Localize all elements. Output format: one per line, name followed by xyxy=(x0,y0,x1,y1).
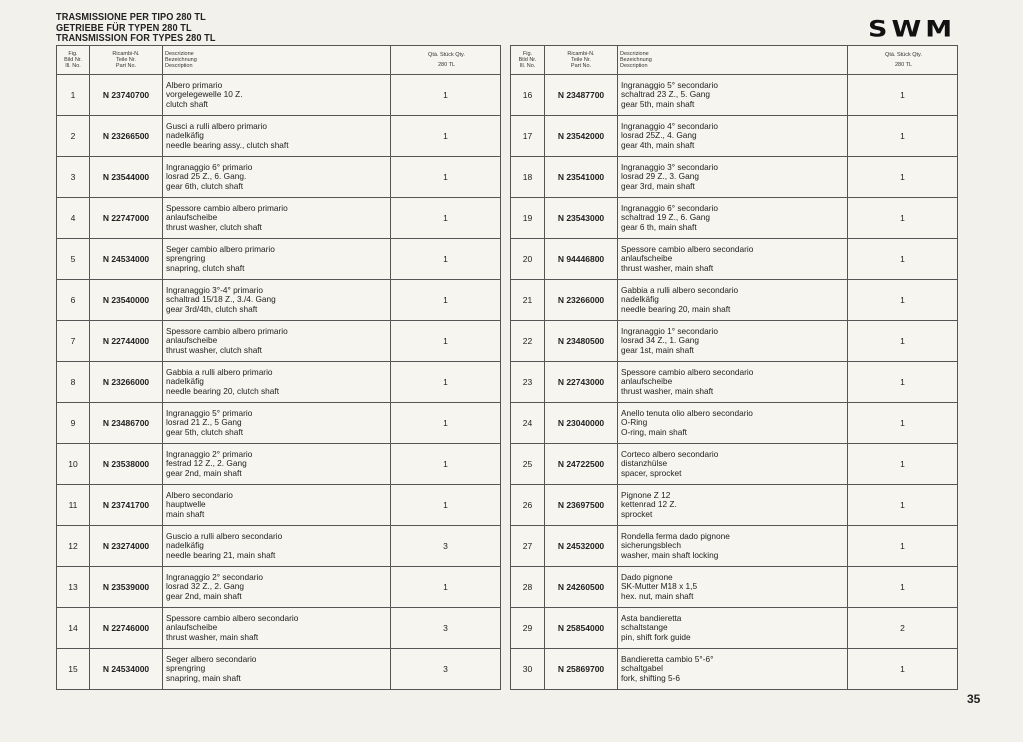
description-line: nadelkäfig xyxy=(166,540,204,551)
fig-number: 7 xyxy=(57,321,90,362)
quantity: 1 xyxy=(848,567,958,608)
part-number: N 24532000 xyxy=(545,526,618,567)
description-line: needle bearing 20, clutch shaft xyxy=(166,385,280,396)
fig-number: 5 xyxy=(57,239,90,280)
table-row xyxy=(511,321,958,362)
fig-number: 27 xyxy=(511,526,545,567)
part-number: N 23266000 xyxy=(90,362,163,403)
description-line: Corteco albero secondario xyxy=(621,448,719,459)
description-line: hex. nut, main shaft xyxy=(621,590,694,601)
description-line: sprocket xyxy=(621,508,653,519)
table-row xyxy=(511,403,958,444)
fig-number: 8 xyxy=(57,362,90,403)
description-line: kettenrad 12 Z. xyxy=(621,499,677,510)
description-line: Ingranaggio 5° primario xyxy=(166,407,253,418)
description-line: schaltrad 23 Z., 5. Gang xyxy=(621,89,711,100)
quantity: 1 xyxy=(848,239,958,280)
description-line: hauptwelle xyxy=(166,499,206,510)
quantity: 1 xyxy=(391,444,501,485)
description-line: O-ring, main shaft xyxy=(621,426,687,437)
table-header-row xyxy=(57,46,501,75)
quantity: 3 xyxy=(391,608,501,649)
description-line: Spessore cambio albero primario xyxy=(166,325,288,336)
part-description xyxy=(618,362,848,403)
table-row xyxy=(57,321,501,362)
table-row xyxy=(511,649,958,690)
quantity: 1 xyxy=(848,403,958,444)
description-line: losrad 21 Z., 5 Gang xyxy=(166,417,242,428)
part-description xyxy=(163,567,391,608)
part-number: N 23541000 xyxy=(545,157,618,198)
fig-number: 28 xyxy=(511,567,545,608)
description-line: schaltrad 15/18 Z., 3./4. Gang xyxy=(166,294,276,305)
description-line: anlaufscheibe xyxy=(166,335,218,346)
description-line: Seger cambio albero primario xyxy=(166,243,275,254)
fig-number: 12 xyxy=(57,526,90,567)
quantity: 1 xyxy=(848,649,958,690)
description-line: Ingranaggio 6° primario xyxy=(166,161,253,172)
part-description xyxy=(618,157,848,198)
part-number: N 23542000 xyxy=(545,116,618,157)
part-description xyxy=(163,362,391,403)
description-line: pin, shift fork guide xyxy=(621,631,691,642)
description-line: schaltgabel xyxy=(621,663,663,674)
description-line: gear 5th, clutch shaft xyxy=(166,426,244,437)
description-line: thrust washer, main shaft xyxy=(621,262,714,273)
table-row xyxy=(57,485,501,526)
description-line: losrad 25Z., 4. Gang xyxy=(621,130,697,141)
description-line: Ingranaggio 2° secondario xyxy=(166,571,263,582)
header-part-number: Ricambi-N. Teile Nr. Part No. xyxy=(545,46,618,75)
table-row xyxy=(57,649,501,690)
description-line: fork, shifting 5-6 xyxy=(621,672,681,683)
part-number: N 23274000 xyxy=(90,526,163,567)
table-row xyxy=(511,608,958,649)
part-description xyxy=(618,116,848,157)
quantity: 2 xyxy=(848,608,958,649)
part-description xyxy=(163,198,391,239)
header-quantity: Qtà. Stück Qty. 280 TL xyxy=(391,46,501,75)
part-number: N 23480500 xyxy=(545,321,618,362)
part-number: N 23266500 xyxy=(90,116,163,157)
description-line: anlaufscheibe xyxy=(621,253,673,264)
part-number: N 23040000 xyxy=(545,403,618,444)
part-description xyxy=(618,239,848,280)
table-row xyxy=(57,526,501,567)
description-line: Albero secondario xyxy=(166,489,233,500)
fig-number: 21 xyxy=(511,280,545,321)
description-line: vorgelegewelle 10 Z. xyxy=(166,89,243,100)
quantity: 1 xyxy=(391,567,501,608)
description-line: Gabbia a rulli albero primario xyxy=(166,366,273,377)
part-description xyxy=(618,567,848,608)
quantity: 1 xyxy=(391,362,501,403)
description-line: Ingranaggio 3°-4° primario xyxy=(166,284,264,295)
description-line: losrad 29 Z., 3. Gang xyxy=(621,171,699,182)
description-line: sprengring xyxy=(166,663,206,674)
description-line: Spessore cambio albero secondario xyxy=(621,243,754,254)
fig-number: 24 xyxy=(511,403,545,444)
quantity: 1 xyxy=(848,157,958,198)
description-line: gear 4th, main shaft xyxy=(621,139,695,150)
table-row xyxy=(57,116,501,157)
part-number: N 24534000 xyxy=(90,649,163,690)
description-line: gear 3rd/4th, clutch shaft xyxy=(166,303,258,314)
part-number: N 23741700 xyxy=(90,485,163,526)
description-line: gear 6 th, main shaft xyxy=(621,221,697,232)
description-line: Gabbia a rulli albero secondario xyxy=(621,284,739,295)
quantity: 1 xyxy=(391,75,501,116)
part-description xyxy=(618,649,848,690)
description-line: Seger albero secondario xyxy=(166,653,257,664)
quantity: 1 xyxy=(391,403,501,444)
quantity: 1 xyxy=(391,239,501,280)
part-number: N 23697500 xyxy=(545,485,618,526)
part-description xyxy=(163,485,391,526)
fig-number: 14 xyxy=(57,608,90,649)
fig-number: 16 xyxy=(511,75,545,116)
description-line: Guscio a rulli albero secondario xyxy=(166,530,283,541)
description-line: Dado pignone xyxy=(621,571,673,582)
description-line: thrust washer, clutch shaft xyxy=(166,344,262,355)
quantity: 1 xyxy=(391,116,501,157)
description-line: thrust washer, main shaft xyxy=(621,385,714,396)
description-line: gear 5th, main shaft xyxy=(621,98,695,109)
quantity: 1 xyxy=(848,526,958,567)
title-english: TRANSMISSION FOR TYPES 280 TL xyxy=(56,33,216,44)
description-line: needle bearing 21, main shaft xyxy=(166,549,276,560)
description-line: Ingranaggio 2° primario xyxy=(166,448,253,459)
part-number: N 24260500 xyxy=(545,567,618,608)
quantity: 1 xyxy=(391,280,501,321)
description-line: O-Ring xyxy=(621,417,648,428)
quantity: 1 xyxy=(848,116,958,157)
table-row xyxy=(511,198,958,239)
part-description xyxy=(163,239,391,280)
part-number: N 25854000 xyxy=(545,608,618,649)
table-row xyxy=(57,157,501,198)
part-description xyxy=(618,444,848,485)
quantity: 1 xyxy=(848,485,958,526)
description-line: losrad 25 Z., 6. Gang. xyxy=(166,171,247,182)
description-line: spacer, sprocket xyxy=(621,467,682,478)
table-row xyxy=(57,239,501,280)
fig-number: 26 xyxy=(511,485,545,526)
description-line: Spessore cambio albero primario xyxy=(166,202,288,213)
fig-number: 22 xyxy=(511,321,545,362)
header-part-number: Ricambi-N. Teile Nr. Part No. xyxy=(90,46,163,75)
description-line: Ingranaggio 5° secondario xyxy=(621,79,718,90)
quantity: 3 xyxy=(391,526,501,567)
part-description xyxy=(618,526,848,567)
table-row xyxy=(511,567,958,608)
description-line: distanzhülse xyxy=(621,458,668,469)
quantity: 1 xyxy=(848,280,958,321)
part-description xyxy=(618,198,848,239)
description-line: Ingranaggio 3° secondario xyxy=(621,161,718,172)
description-line: needle bearing 20, main shaft xyxy=(621,303,731,314)
description-line: washer, main shaft locking xyxy=(621,549,719,560)
part-description xyxy=(163,526,391,567)
fig-number: 3 xyxy=(57,157,90,198)
quantity: 1 xyxy=(391,321,501,362)
fig-number: 23 xyxy=(511,362,545,403)
table-row xyxy=(57,444,501,485)
part-number: N 23538000 xyxy=(90,444,163,485)
description-line: Anello tenuta olio albero secondario xyxy=(621,407,753,418)
description-line: anlaufscheibe xyxy=(166,212,218,223)
quantity: 1 xyxy=(848,198,958,239)
part-description xyxy=(163,75,391,116)
fig-number: 15 xyxy=(57,649,90,690)
table-row xyxy=(511,444,958,485)
part-number: N 22743000 xyxy=(545,362,618,403)
table-row xyxy=(511,75,958,116)
fig-number: 29 xyxy=(511,608,545,649)
part-number: N 24722500 xyxy=(545,444,618,485)
description-line: needle bearing assy., clutch shaft xyxy=(166,139,289,150)
description-line: gear 2nd, main shaft xyxy=(166,590,242,601)
quantity: 1 xyxy=(391,157,501,198)
description-line: Asta bandieretta xyxy=(621,612,682,623)
part-number: N 23539000 xyxy=(90,567,163,608)
table-row xyxy=(511,280,958,321)
description-line: Albero primario xyxy=(166,79,223,90)
title-german: GETRIEBE FÜR TYPEN 280 TL xyxy=(56,22,192,34)
description-line: losrad 34 Z., 1. Gang xyxy=(621,335,699,346)
header-description: Descrizione Bezeichnung Description xyxy=(618,46,848,75)
description-line: snapring, clutch shaft xyxy=(166,262,245,273)
description-line: gear 6th, clutch shaft xyxy=(166,180,244,191)
part-description xyxy=(618,485,848,526)
description-line: gear 1st, main shaft xyxy=(621,344,694,355)
description-line: snapring, main shaft xyxy=(166,672,241,683)
description-line: nadelkäfig xyxy=(621,294,659,305)
description-line: Bandieretta cambio 5°-6° xyxy=(621,653,714,664)
description-line: Pignone Z 12 xyxy=(621,489,671,500)
description-line: Spessore cambio albero secondario xyxy=(166,612,299,623)
description-line: losrad 32 Z., 2. Gang xyxy=(166,581,244,592)
table-row xyxy=(57,75,501,116)
description-line: schaltstange xyxy=(621,622,668,633)
part-number: N 23740700 xyxy=(90,75,163,116)
quantity: 1 xyxy=(848,321,958,362)
table-row xyxy=(511,362,958,403)
table-row xyxy=(511,116,958,157)
table-row xyxy=(57,403,501,444)
parts-table-left xyxy=(56,45,501,690)
quantity: 1 xyxy=(848,362,958,403)
description-line: clutch shaft xyxy=(166,98,208,109)
part-number: N 23544000 xyxy=(90,157,163,198)
description-line: nadelkäfig xyxy=(166,376,204,387)
page-number: 35 xyxy=(967,692,981,706)
description-line: gear 2nd, main shaft xyxy=(166,467,242,478)
quantity: 1 xyxy=(848,75,958,116)
header-fig: Fig. Bild Nr. Ill. No. xyxy=(57,46,90,75)
document-title xyxy=(56,13,216,45)
part-number: N 23266000 xyxy=(545,280,618,321)
header-quantity: Qtà. Stück Qty. 280 TL xyxy=(848,46,958,75)
table-row xyxy=(57,567,501,608)
fig-number: 9 xyxy=(57,403,90,444)
part-description xyxy=(618,403,848,444)
description-line: SK-Mutter M18 x 1,5 xyxy=(621,581,698,592)
description-line: anlaufscheibe xyxy=(166,622,218,633)
table-row xyxy=(511,157,958,198)
part-description xyxy=(163,157,391,198)
part-description xyxy=(618,321,848,362)
table-row xyxy=(57,198,501,239)
fig-number: 11 xyxy=(57,485,90,526)
quantity: 1 xyxy=(391,485,501,526)
part-description xyxy=(163,280,391,321)
description-line: thrust washer, clutch shaft xyxy=(166,221,262,232)
description-line: Spessore cambio albero secondario xyxy=(621,366,754,377)
part-number: N 23540000 xyxy=(90,280,163,321)
description-line: Gusci a rulli albero primario xyxy=(166,120,267,131)
part-number: N 23487700 xyxy=(545,75,618,116)
table-row xyxy=(57,362,501,403)
fig-number: 25 xyxy=(511,444,545,485)
part-number: N 23486700 xyxy=(90,403,163,444)
description-line: festrad 12 Z., 2. Gang xyxy=(166,458,247,469)
part-description xyxy=(618,280,848,321)
description-line: schaltrad 19 Z., 6. Gang xyxy=(621,212,711,223)
part-description xyxy=(163,116,391,157)
fig-number: 1 xyxy=(57,75,90,116)
table-row xyxy=(57,608,501,649)
part-description xyxy=(163,444,391,485)
description-line: thrust washer, main shaft xyxy=(166,631,259,642)
part-number: N 94446800 xyxy=(545,239,618,280)
brand-logo: SWM xyxy=(868,17,957,43)
header-fig: Fig. Bild Nr. Ill. No. xyxy=(511,46,545,75)
fig-number: 17 xyxy=(511,116,545,157)
table-row xyxy=(57,280,501,321)
part-number: N 24534000 xyxy=(90,239,163,280)
fig-number: 18 xyxy=(511,157,545,198)
description-line: nadelkäfig xyxy=(166,130,204,141)
part-number: N 22744000 xyxy=(90,321,163,362)
table-header-row xyxy=(511,46,958,75)
quantity: 1 xyxy=(391,198,501,239)
part-description xyxy=(163,649,391,690)
fig-number: 10 xyxy=(57,444,90,485)
description-line: Ingranaggio 6° secondario xyxy=(621,202,718,213)
description-line: anlaufscheibe xyxy=(621,376,673,387)
fig-number: 30 xyxy=(511,649,545,690)
description-line: main shaft xyxy=(166,508,205,519)
part-number: N 25869700 xyxy=(545,649,618,690)
part-description xyxy=(618,75,848,116)
fig-number: 20 xyxy=(511,239,545,280)
description-line: gear 3rd, main shaft xyxy=(621,180,695,191)
part-number: N 23543000 xyxy=(545,198,618,239)
part-description xyxy=(618,608,848,649)
part-number: N 22746000 xyxy=(90,608,163,649)
parts-table-right xyxy=(510,45,958,690)
fig-number: 19 xyxy=(511,198,545,239)
fig-number: 4 xyxy=(57,198,90,239)
fig-number: 2 xyxy=(57,116,90,157)
description-line: Ingranaggio 1° secondario xyxy=(621,325,718,336)
quantity: 1 xyxy=(848,444,958,485)
part-description xyxy=(163,403,391,444)
description-line: sprengring xyxy=(166,253,206,264)
part-description xyxy=(163,608,391,649)
description-line: sicherungsblech xyxy=(621,540,681,551)
table-row xyxy=(511,239,958,280)
part-number: N 22747000 xyxy=(90,198,163,239)
fig-number: 13 xyxy=(57,567,90,608)
fig-number: 6 xyxy=(57,280,90,321)
quantity: 3 xyxy=(391,649,501,690)
description-line: Rondella ferma dado pignone xyxy=(621,530,730,541)
part-description xyxy=(163,321,391,362)
table-row xyxy=(511,526,958,567)
header-description: Descrizione Bezeichnung Description xyxy=(163,46,391,75)
description-line: Ingranaggio 4° secondario xyxy=(621,120,718,131)
table-row xyxy=(511,485,958,526)
title-italian: TRASMISSIONE PER TIPO 280 TL xyxy=(56,12,206,23)
